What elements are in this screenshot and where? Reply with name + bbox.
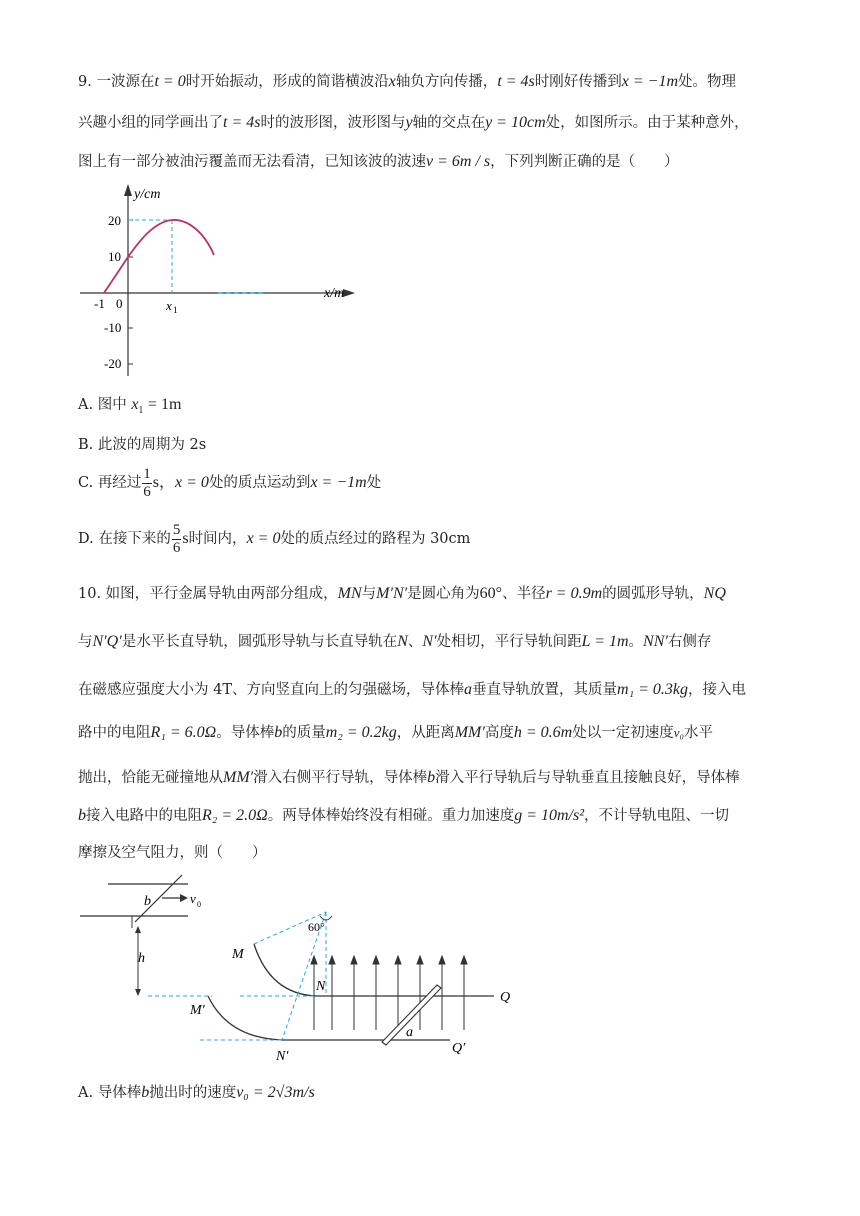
- ytick-label-20: 20: [108, 213, 121, 228]
- label-M: M: [232, 947, 244, 962]
- q10-text: 高度: [484, 725, 514, 741]
- q9-option-d: [78, 519, 470, 559]
- q10-text: 抛出，恰能无碰撞地从: [78, 770, 223, 786]
- math-N: N: [397, 633, 408, 650]
- q9-line-1: [78, 72, 736, 92]
- label-angle: 60°: [308, 920, 325, 934]
- math-v0-value: v₀ = 2√3m/s: [236, 1084, 315, 1101]
- label-Mp: M′: [190, 1003, 205, 1018]
- math-m1: m₁ = 0.3kg: [617, 681, 689, 698]
- math-NNp: NN′: [643, 633, 668, 650]
- q10-text: 是圆心角为: [407, 586, 480, 602]
- q10-text: 垂直导轨放置，其质量: [472, 682, 618, 698]
- math-s: s，: [152, 474, 176, 491]
- q10-text: 是水平长直导轨，圆弧形导轨与长直导轨在: [121, 634, 398, 650]
- option-text: C. 再经过: [78, 475, 142, 491]
- math-60deg: 60°: [479, 585, 503, 602]
- label-a: a: [406, 1025, 413, 1040]
- frac-den: 6: [172, 539, 181, 556]
- math-t0: t = 0: [154, 73, 186, 90]
- option-text: D. 在接下来的: [78, 531, 171, 547]
- q10-line-6: [78, 806, 729, 826]
- q10-option-a: [78, 1083, 315, 1103]
- math-b: b: [427, 769, 436, 786]
- math-xm1: x = −1m: [310, 474, 367, 491]
- math-MpNp: M′N′: [376, 585, 408, 602]
- q9-text: 时的波形图，波形图与: [260, 115, 406, 131]
- math-L: L = 1m: [581, 633, 629, 650]
- math-b: b: [274, 724, 283, 741]
- option-text: A. 导体棒: [78, 1085, 142, 1101]
- math-sub: 1: [138, 404, 144, 416]
- q10-text: 处以一定初速度: [572, 725, 674, 741]
- ytick-label-m20: -20: [104, 356, 122, 371]
- origin-label: 0: [116, 296, 123, 311]
- h-arrow-up: [135, 926, 141, 933]
- label-v0: v: [190, 891, 196, 906]
- q9-option-a: [78, 395, 182, 421]
- q9-text: 时刚好传播到: [534, 74, 622, 90]
- h-arrow-down: [135, 989, 141, 996]
- math-b: b: [78, 807, 86, 824]
- option-text: 抛出时的速度: [149, 1085, 237, 1101]
- label-h: h: [138, 951, 145, 966]
- q10-text: 与: [361, 586, 377, 602]
- q10-line-7: [78, 843, 267, 863]
- math-m2: m₂ = 0.2kg: [325, 724, 397, 741]
- q10-text: ，不计导轨电阻、一切: [584, 808, 730, 824]
- math-MN: MN: [337, 585, 362, 602]
- label-Qp: Q′: [452, 1041, 466, 1056]
- fraction-5-6: [172, 522, 182, 557]
- option-text: 时间内，: [188, 531, 247, 547]
- math-t4: t = 4s: [497, 73, 535, 90]
- q10-line-1: [78, 584, 726, 604]
- label-Q: Q: [500, 990, 511, 1005]
- math-Np: N′: [422, 633, 437, 650]
- math-g: g = 10m/s²: [514, 807, 585, 824]
- math-a: a: [464, 681, 473, 698]
- math-s: s: [182, 530, 189, 547]
- option-text: 处的质点运动到: [208, 475, 311, 491]
- label-N: N: [316, 979, 326, 994]
- label-Np: N′: [276, 1049, 289, 1064]
- q9-text: 兴趣小组的同学画出了: [78, 115, 223, 131]
- x1-subscript: 1: [173, 305, 178, 315]
- q10-line-4: [78, 723, 713, 743]
- q10-text: 。两导体棒始终没有相碰。重力加速度: [267, 808, 515, 824]
- label-v0-subscript: 0: [197, 900, 201, 909]
- arc-MpNp: [208, 996, 282, 1040]
- q10-text: 水平: [684, 725, 714, 741]
- q10-text: 摩擦及空气阻力，则（ ）: [78, 845, 267, 861]
- label-b: b: [144, 894, 151, 909]
- option-text: A. 图中: [78, 397, 127, 413]
- q9-text: 处。物理: [678, 74, 737, 90]
- q10-text: 。: [628, 634, 644, 650]
- x-axis-label: x/m: [324, 286, 345, 301]
- math-NpQp: N′Q′: [92, 633, 122, 650]
- option-text: 处的质点经过的路程为 30cm: [280, 531, 471, 547]
- math-xm1: x = −1m: [621, 73, 679, 90]
- q9-text: 处，如图所示。由于某种意外，: [545, 115, 749, 131]
- frac-num: 5: [172, 521, 181, 538]
- q9-text: 轴负方向传播，: [395, 74, 498, 90]
- xtick-label-m1: -1: [94, 296, 105, 311]
- option-text: B. 此波的周期为 2s: [78, 437, 207, 453]
- q9-text: 图上有一部分被油污覆盖而无法看清，已知该波的波速: [78, 154, 426, 170]
- q10-text: 在磁感应强度大小为 4T、方向竖直向上的匀强磁场，导体棒: [78, 682, 465, 698]
- q10-text: 的圆弧形导轨，: [602, 586, 704, 602]
- math-x0: x = 0: [246, 530, 281, 547]
- wave-graph: [70, 180, 370, 380]
- q9-option-b: [78, 435, 206, 455]
- option-text: 处: [366, 475, 382, 491]
- math-b: b: [141, 1084, 150, 1101]
- arc-MN: [254, 944, 316, 996]
- math-y10: y = 10cm: [485, 114, 546, 131]
- q9-text: 9. 一波源在: [78, 74, 155, 90]
- q10-text: 10. 如图，平行金属导轨由两部分组成，: [78, 586, 338, 602]
- frac-den: 6: [143, 483, 151, 500]
- x-axis-arrow: [343, 289, 355, 297]
- q10-text: ，接入电: [688, 682, 747, 698]
- rails-diagram: [70, 870, 540, 1065]
- frac-num: 1: [143, 465, 151, 482]
- q10-line-5: [78, 768, 740, 788]
- math-t4: t = 4s: [223, 114, 261, 131]
- q10-text: 路中的电阻: [78, 725, 151, 741]
- q10-text: 、: [407, 634, 423, 650]
- q10-text: ，从距离: [396, 725, 455, 741]
- ytick-label-m10: -10: [104, 320, 122, 335]
- q9-line-2: [78, 113, 749, 133]
- y-axis-label: y/cm: [134, 187, 161, 202]
- math-v6: v = 6m / s: [426, 153, 491, 170]
- x1-label: x: [166, 298, 172, 313]
- q10-text: 处相切，平行导轨间距: [436, 634, 582, 650]
- math-MMp: MM′: [454, 724, 485, 741]
- q10-text: 接入电路中的电阻: [86, 808, 202, 824]
- ytick-label-10: 10: [108, 249, 121, 264]
- magnetic-field-arrows: [311, 956, 467, 1030]
- q10-text: 右侧存: [667, 634, 712, 650]
- math-r: r = 0.9m: [545, 585, 603, 602]
- q10-text: 。导体棒: [216, 725, 275, 741]
- q9-line-3: [78, 152, 679, 172]
- math-NQ: NQ: [703, 585, 726, 602]
- math-x: x: [388, 73, 396, 90]
- q10-text: 与: [78, 634, 93, 650]
- q10-text: 、半径: [502, 586, 546, 602]
- math-x1: x: [131, 396, 139, 413]
- v0-arrow-head: [180, 894, 188, 902]
- math-y: y: [405, 114, 413, 131]
- q9-text: 时开始振动，形成的简谐横波沿: [185, 74, 389, 90]
- math-MMp: MM′: [223, 769, 254, 786]
- math-v0: v₀: [673, 725, 685, 740]
- q10-line-2: [78, 632, 711, 652]
- q9-option-c: [78, 463, 381, 503]
- math-h: h = 0.6m: [513, 724, 573, 741]
- q10-text: 滑入右侧平行导轨，导体棒: [253, 770, 428, 786]
- q10-text: 的质量: [282, 725, 326, 741]
- math-R1: R₁ = 6.0Ω: [150, 724, 217, 741]
- q9-text: 轴的交点在: [412, 115, 486, 131]
- q9-text: ，下列判断正确的是（ ）: [490, 154, 679, 170]
- q10-text: 滑入平行导轨后与导轨垂直且接触良好，导体棒: [435, 770, 740, 786]
- math-R2: R₂ = 2.0Ω: [202, 807, 268, 824]
- y-axis-arrow: [124, 184, 132, 196]
- math-eq: = 1m: [148, 396, 182, 413]
- math-x0: x = 0: [175, 474, 209, 491]
- q10-line-3: [78, 680, 746, 700]
- fraction-1-6: [142, 466, 152, 501]
